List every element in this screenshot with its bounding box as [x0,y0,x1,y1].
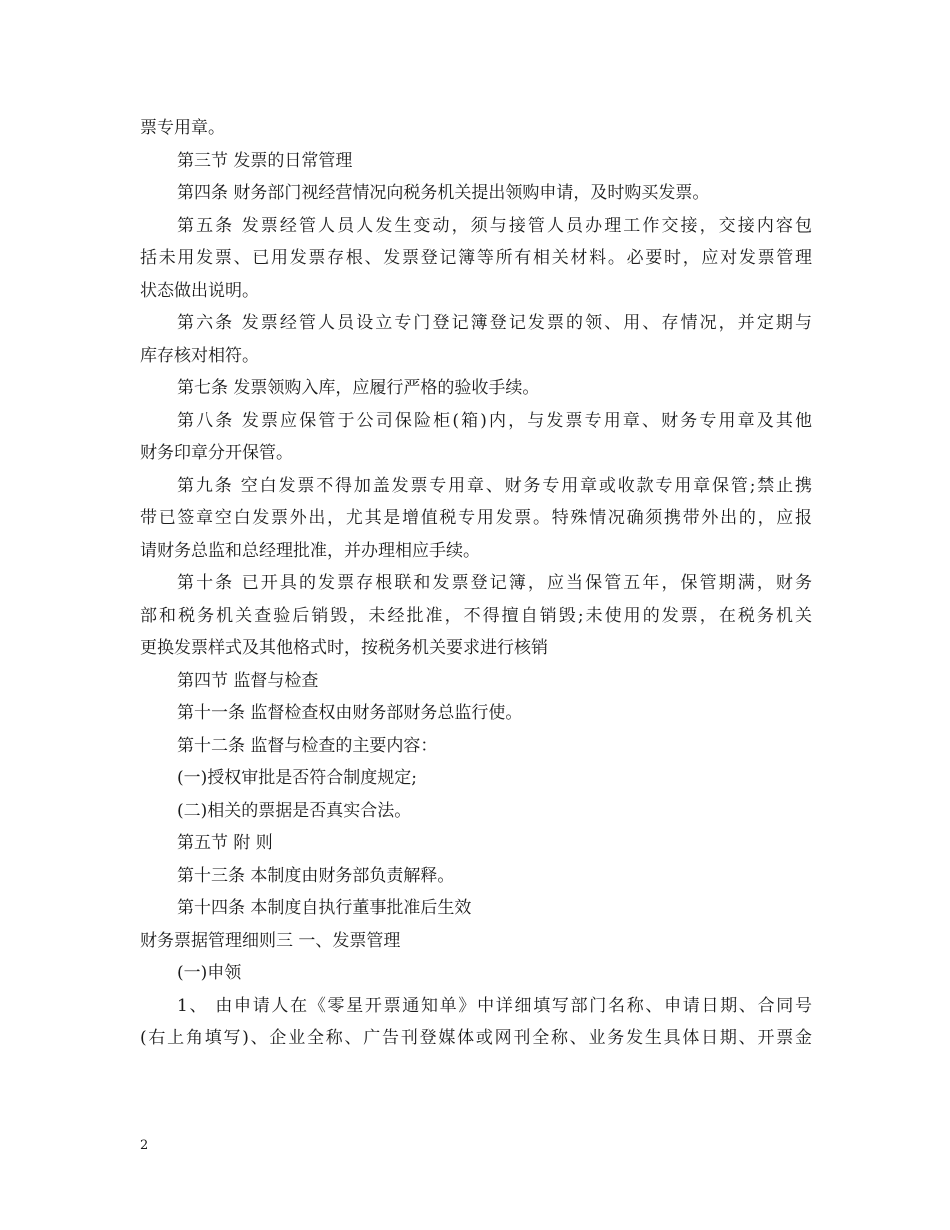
text-line: 第四条 财务部门视经营情况向税务机关提出领购申请，及时购买发票。 [177,183,710,203]
text-line: 第五节 附 则 [177,833,273,853]
text-line: 票专用章。 [140,118,225,138]
text-line: 第八条 发票应保管于公司保险柜(箱)内，与发票专用章、财务专用章及其他 [177,410,812,431]
text-line: 状态做出说明。 [140,280,259,301]
text-line: 第七条 发票领购入库，应履行严格的验收手续。 [177,378,540,398]
text-line: 第十三条 本制度由财务部负责解释。 [177,865,455,886]
text-line: 财务票据管理细则三 一、发票管理 [140,930,401,951]
text-line: 第三节 发票的日常管理 [177,150,353,171]
text-line: 更换发票样式及其他格式时，按税务机关要求进行核销 [140,638,548,658]
text-line: 财务印章分开保管。 [140,443,293,463]
text-line: 第十二条 监督与检查的主要内容： [177,735,438,756]
text-line: 带已签章空白发票外出，尤其是增值税专用发票。特殊情况确须携带外出的，应报 [140,508,812,528]
text-line: 第四节 监督与检查 [177,670,319,691]
text-line: (一)申领 [177,963,242,983]
document-body [140,112,812,1055]
text-line: 第十一条 监督检查权由财务部财务总监行使。 [177,703,523,723]
text-line: 库存核对相符。 [140,345,259,366]
text-line: 第六条 发票经管人员设立专门登记簿登记发票的领、用、存情况，并定期与 [177,313,812,333]
text-line: 请财务总监和总经理批准，并办理相应手续。 [140,540,480,561]
text-line: 第十条 已开具的发票存根联和发票登记簿，应当保管五年，保管期满，财务 [177,573,812,593]
text-line: (一)授权审批是否符合制度规定; [177,768,417,788]
page-number: 2 [140,1138,149,1153]
text-line: 第九条 空白发票不得加盖发票专用章、财务专用章或收款专用章保管;禁止携 [177,475,812,496]
text-line: (右上角填写)、企业全称、广告刊登媒体或网刊全称、业务发生具体日期、开票金 [140,1028,812,1048]
text-line: 括未用发票、已用发票存根、发票登记簿等所有相关材料。必要时，应对发票管理 [140,248,812,268]
text-line: 部和税务机关查验后销毁，未经批准，不得擅自销毁;未使用的发票，在税务机关 [140,605,812,626]
text-line: 第十四条 本制度自执行董事批准后生效 [177,898,472,918]
text-line: 1、 由申请人在《零星开票通知单》中详细填写部门名称、申请日期、合同号 [177,995,812,1016]
text-line: 第五条 发票经管人员人发生变动，须与接管人员办理工作交接，交接内容包 [177,215,812,236]
text-line: (二)相关的票据是否真实合法。 [177,800,412,821]
